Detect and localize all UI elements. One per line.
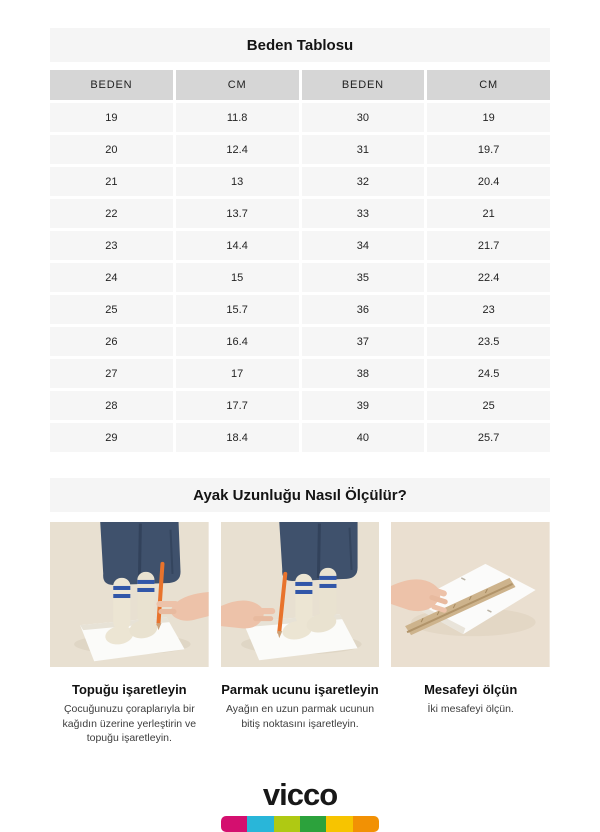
table-cell: 13.7 [176, 199, 299, 228]
size-table-title: Beden Tablosu [246, 36, 354, 54]
table-cell: 20 [50, 135, 173, 164]
table-cell: 37 [302, 327, 425, 356]
toe-marking-photo [221, 522, 380, 667]
table-cell: 24.5 [427, 359, 550, 388]
table-cell: 21 [427, 199, 550, 228]
table-cell: 24 [50, 263, 173, 292]
table-cell: 19 [427, 103, 550, 132]
table-cell: 30 [302, 103, 425, 132]
table-header-cell: BEDEN [302, 70, 425, 100]
table-cell: 31 [302, 135, 425, 164]
table-header-cell: BEDEN [50, 70, 173, 100]
table-cell: 36 [302, 295, 425, 324]
table-cell: 23 [50, 231, 173, 260]
stripe-segment [353, 816, 379, 832]
table-cell: 17 [176, 359, 299, 388]
measure-steps [50, 522, 550, 746]
stripe-segment [326, 816, 352, 832]
table-cell: 16.4 [176, 327, 299, 356]
table-cell: 25 [50, 295, 173, 324]
measure-section-heading: Ayak Uzunluğu Nasıl Ölçülür? [193, 486, 407, 504]
table-cell: 18.4 [176, 423, 299, 452]
table-cell: 14.4 [176, 231, 299, 260]
table-cell: 27 [50, 359, 173, 388]
measure-section-heading-bar [50, 478, 550, 512]
step-title: Mesafeyi ölçün [424, 682, 518, 697]
table-cell: 22 [50, 199, 173, 228]
step-card-heel [50, 522, 209, 746]
step-card-toe [221, 522, 380, 746]
table-cell: 13 [176, 167, 299, 196]
table-cell: 23 [427, 295, 550, 324]
stripe-segment [274, 816, 300, 832]
stripe-segment [221, 816, 247, 832]
stripe-segment [247, 816, 273, 832]
page-content [50, 28, 550, 746]
table-cell: 25 [427, 391, 550, 420]
size-table-title-bar [50, 28, 550, 62]
table-cell: 40 [302, 423, 425, 452]
step-title: Parmak ucunu işaretleyin [221, 682, 379, 697]
table-cell: 34 [302, 231, 425, 260]
table-cell: 28 [50, 391, 173, 420]
table-cell: 20.4 [427, 167, 550, 196]
table-cell: 39 [302, 391, 425, 420]
table-cell: 19.7 [427, 135, 550, 164]
table-cell: 19 [50, 103, 173, 132]
brand-footer [0, 779, 600, 832]
size-table [50, 70, 550, 452]
brand-stripe [221, 816, 379, 832]
table-header-cell: CM [176, 70, 299, 100]
table-cell: 23.5 [427, 327, 550, 356]
table-cell: 22.4 [427, 263, 550, 292]
table-cell: 26 [50, 327, 173, 356]
table-cell: 15 [176, 263, 299, 292]
step-card-measure [391, 522, 550, 746]
distance-measuring-photo [391, 522, 550, 667]
stripe-segment [300, 816, 326, 832]
table-cell: 21.7 [427, 231, 550, 260]
table-header-cell: CM [427, 70, 550, 100]
table-cell: 29 [50, 423, 173, 452]
table-cell: 11.8 [176, 103, 299, 132]
table-cell: 35 [302, 263, 425, 292]
table-cell: 33 [302, 199, 425, 228]
table-cell: 32 [302, 167, 425, 196]
table-cell: 21 [50, 167, 173, 196]
step-description: Ayağın en uzun parmak ucunun bitiş noktasını işaretleyin. [225, 703, 375, 730]
step-description: İki mesafeyi ölçün. [427, 703, 514, 715]
step-description: Çocuğunuzu çoraplarıyla bir kağıdın üzerine yerleştirin ve topuğu işaretleyin. [62, 703, 197, 745]
table-cell: 25.7 [427, 423, 550, 452]
table-cell: 17.7 [176, 391, 299, 420]
table-cell: 15.7 [176, 295, 299, 324]
step-title: Topuğu işaretleyin [72, 682, 187, 697]
table-cell: 38 [302, 359, 425, 388]
table-cell: 12.4 [176, 135, 299, 164]
heel-marking-photo [50, 522, 209, 667]
brand-logo: vicco [262, 777, 338, 812]
